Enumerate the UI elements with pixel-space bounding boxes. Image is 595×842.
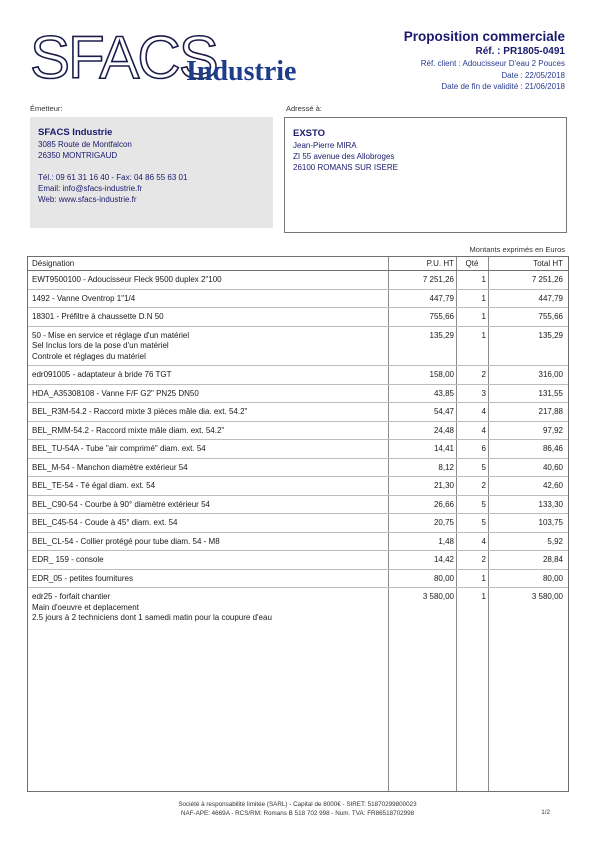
cell-designation	[32, 407, 247, 418]
designation-line: 2.5 jours à 2 techniciens dont 1 samedi matin pour la coupure d'eau	[32, 613, 272, 622]
cell-total: 447,79	[538, 293, 563, 303]
recipient-box	[284, 117, 567, 233]
document-date: Date : 22/05/2018	[501, 70, 565, 80]
cell-total: 135,29	[538, 330, 563, 340]
cell-unit-price: 43,85	[433, 388, 454, 398]
header-designation: Désignation	[32, 259, 75, 268]
designation-line: 1492 - Vanne Oventrop 1"1/4	[32, 293, 136, 303]
cell-qty: 1	[481, 293, 486, 303]
cell-unit-price: 755,66	[429, 312, 454, 321]
cell-qty: 3	[481, 388, 486, 398]
cell-unit-price: 447,79	[429, 293, 454, 303]
sender-phone: Tél.: 09 61 31 16 40 - Fax: 04 86 55 63 01	[38, 173, 188, 182]
cell-qty: 5	[481, 518, 486, 527]
cell-designation	[32, 331, 189, 363]
sender-web: Web: www.sfacs-industrie.fr	[38, 195, 137, 204]
cell-total: 103,75	[538, 518, 563, 527]
sender-label: Émetteur:	[30, 104, 63, 113]
table-row	[28, 327, 568, 367]
cell-total: 131,55	[538, 388, 563, 398]
designation-line: BEL_C90-54 - Courbe à 90° diamètre extérieur 54	[32, 499, 210, 509]
cell-total: 316,00	[538, 370, 563, 379]
designation-line: BEL_TU-54A - Tube "air comprimé" diam. ext. 54	[32, 444, 206, 453]
table-row	[28, 290, 568, 309]
cell-total: 755,66	[538, 312, 563, 321]
cell-qty: 4	[481, 407, 486, 416]
designation-line: BEL_C45-54 - Coude à 45° diam. ext. 54	[32, 518, 178, 527]
table-row	[28, 422, 568, 441]
cell-designation	[32, 275, 222, 286]
cell-qty: 1	[481, 312, 486, 321]
document-reference: Réf. : PR1805-0491	[475, 46, 565, 57]
sender-address2: 26350 MONTRIGAUD	[38, 151, 118, 160]
cell-qty: 1	[481, 330, 486, 340]
cell-unit-price: 7 251,26	[422, 275, 454, 284]
designation-line: 50 - Mise en service et réglage d'un matériel	[32, 330, 190, 340]
cell-designation	[32, 555, 104, 566]
cell-designation	[32, 389, 199, 400]
footer-line1: Société à responsabilité limitée (SARL) - Capital de 8000€ - SIRET: 51870299800023	[178, 801, 417, 808]
cell-total: 86,46	[542, 444, 563, 453]
recipient-address2: 26100 ROMANS SUR ISERE	[293, 163, 398, 172]
designation-line: EDR_ 159 - console	[32, 555, 104, 564]
cell-unit-price: 14,42	[433, 555, 454, 564]
document-title: Proposition commerciale	[403, 29, 565, 44]
table-row	[28, 551, 568, 570]
validity-date: Date de fin de validité : 21/06/2018	[441, 82, 565, 91]
cell-total: 7 251,26	[531, 275, 563, 284]
cell-qty: 6	[481, 444, 486, 453]
cell-designation	[32, 370, 172, 381]
recipient-address1: ZI 55 avenue des Allobroges	[293, 152, 395, 161]
designation-line: Sel Inclus lors de la pose d'un matériel	[32, 341, 169, 350]
table-row	[28, 477, 568, 496]
cell-qty: 1	[481, 275, 486, 284]
footer-line2: NAF-APE: 4669A - RCS/RM: Romans B 518 702 998 - Num. TVA: FR86518702998	[180, 810, 415, 817]
cell-designation	[32, 426, 224, 437]
cell-total: 5,92	[547, 536, 563, 546]
cell-qty: 4	[481, 536, 486, 546]
cell-designation	[32, 537, 220, 548]
cell-qty: 2	[481, 481, 486, 490]
cell-unit-price: 26,66	[433, 499, 454, 509]
cell-unit-price: 8,12	[438, 462, 454, 472]
cell-total: 3 580,00	[531, 592, 563, 601]
cell-qty: 1	[481, 573, 486, 583]
designation-line: BEL_TE-54 - Té égal diam. ext. 54	[32, 481, 156, 490]
recipient-label: Adressé à:	[286, 104, 322, 113]
cell-designation	[32, 444, 206, 455]
cell-qty: 5	[481, 462, 486, 472]
header-unit-price: P.U. HT	[426, 259, 454, 268]
cell-qty: 2	[481, 555, 486, 564]
cell-total: 97,92	[542, 425, 563, 435]
cell-qty: 1	[481, 592, 486, 601]
page-number: 1/2	[541, 809, 550, 816]
sender-name: SFACS Industrie	[38, 127, 113, 138]
client-reference: Réf. client : Adoucisseur D'eau 2 Pouces	[420, 59, 565, 68]
currency-note: Montants exprimés en Euros	[469, 245, 565, 254]
cell-unit-price: 14,41	[433, 444, 454, 453]
table-row	[28, 366, 568, 385]
table-row	[28, 588, 568, 791]
table-row	[28, 385, 568, 404]
cell-total: 133,30	[538, 499, 563, 509]
table-row	[28, 496, 568, 515]
document-header	[404, 29, 565, 93]
cell-unit-price: 158,00	[429, 370, 454, 379]
table-row	[28, 570, 568, 589]
cell-designation	[32, 463, 188, 474]
cell-qty: 4	[481, 425, 486, 435]
cell-unit-price: 20,75	[433, 518, 454, 527]
designation-line: BEL_M-54 - Manchon diamètre extérieur 54	[32, 462, 188, 472]
sender-email: Email: info@sfacs-industrie.fr	[38, 184, 143, 193]
cell-total: 40,60	[542, 462, 563, 472]
cell-designation	[32, 500, 210, 511]
designation-line: Controle et réglages du matériel	[32, 351, 146, 361]
cell-designation	[32, 312, 164, 323]
logo-suffix: Industrie	[186, 56, 297, 87]
designation-line: BEL_RMM-54.2 - Raccord mixte mâle diam. ext. 54.2"	[32, 425, 225, 435]
table-row	[28, 308, 568, 327]
recipient-name: EXSTO	[293, 128, 326, 139]
recipient-contact: Jean-Pierre MIRA	[293, 141, 357, 150]
items-table	[27, 256, 569, 792]
cell-qty: 2	[481, 370, 486, 379]
legal-footer	[0, 800, 595, 818]
sender-address1: 3085 Route de Montfalcon	[38, 140, 132, 149]
designation-line: BEL_R3M-54.2 - Raccord mixte 3 pièces mâle dia. ext. 54.2"	[32, 407, 248, 416]
table-row	[28, 271, 568, 290]
company-logo	[30, 24, 320, 91]
designation-line: HDA_A35308108 - Vanne F/F G2" PN25 DN50	[32, 388, 199, 398]
table-row	[28, 533, 568, 552]
cell-total: 28,84	[542, 555, 563, 564]
cell-unit-price: 21,30	[433, 481, 454, 490]
designation-line: 18301 - Préfiltre à chaussette D.N 50	[32, 312, 164, 321]
header-total: Total HT	[533, 259, 563, 268]
designation-line: edr25 - forfait chantier	[32, 592, 111, 601]
cell-unit-price: 54,47	[433, 407, 454, 416]
header-qty: Qté	[465, 259, 479, 268]
logo-brand: SFACS	[30, 24, 217, 91]
cell-designation	[32, 574, 133, 585]
table-header	[28, 257, 568, 271]
table-row	[28, 440, 568, 459]
cell-designation	[32, 518, 178, 529]
designation-line: BEL_CL-54 - Collier protégé pour tube diam. 54 - M8	[32, 536, 220, 546]
cell-total: 42,60	[542, 481, 563, 490]
cell-total: 80,00	[542, 573, 563, 583]
cell-designation	[32, 481, 155, 492]
designation-line: EWT9500100 - Adoucisseur Fleck 9500 duplex 2"100	[32, 275, 222, 284]
designation-line: EDR_05 - petites fournitures	[32, 573, 133, 583]
table-row	[28, 459, 568, 478]
cell-designation	[32, 592, 272, 624]
designation-line: edr091005 - adaptateur à bride 76 TGT	[32, 370, 172, 379]
table-row	[28, 514, 568, 533]
cell-designation	[32, 294, 135, 305]
sender-box	[30, 117, 273, 228]
cell-unit-price: 1,48	[438, 536, 454, 546]
designation-line: Main d'oeuvre et deplacement	[32, 602, 139, 612]
table-row	[28, 403, 568, 422]
cell-unit-price: 135,29	[429, 330, 454, 340]
cell-qty: 5	[481, 499, 486, 509]
cell-unit-price: 3 580,00	[422, 592, 454, 601]
cell-unit-price: 80,00	[433, 573, 454, 583]
cell-total: 217,88	[538, 407, 563, 416]
cell-unit-price: 24,48	[433, 425, 454, 435]
